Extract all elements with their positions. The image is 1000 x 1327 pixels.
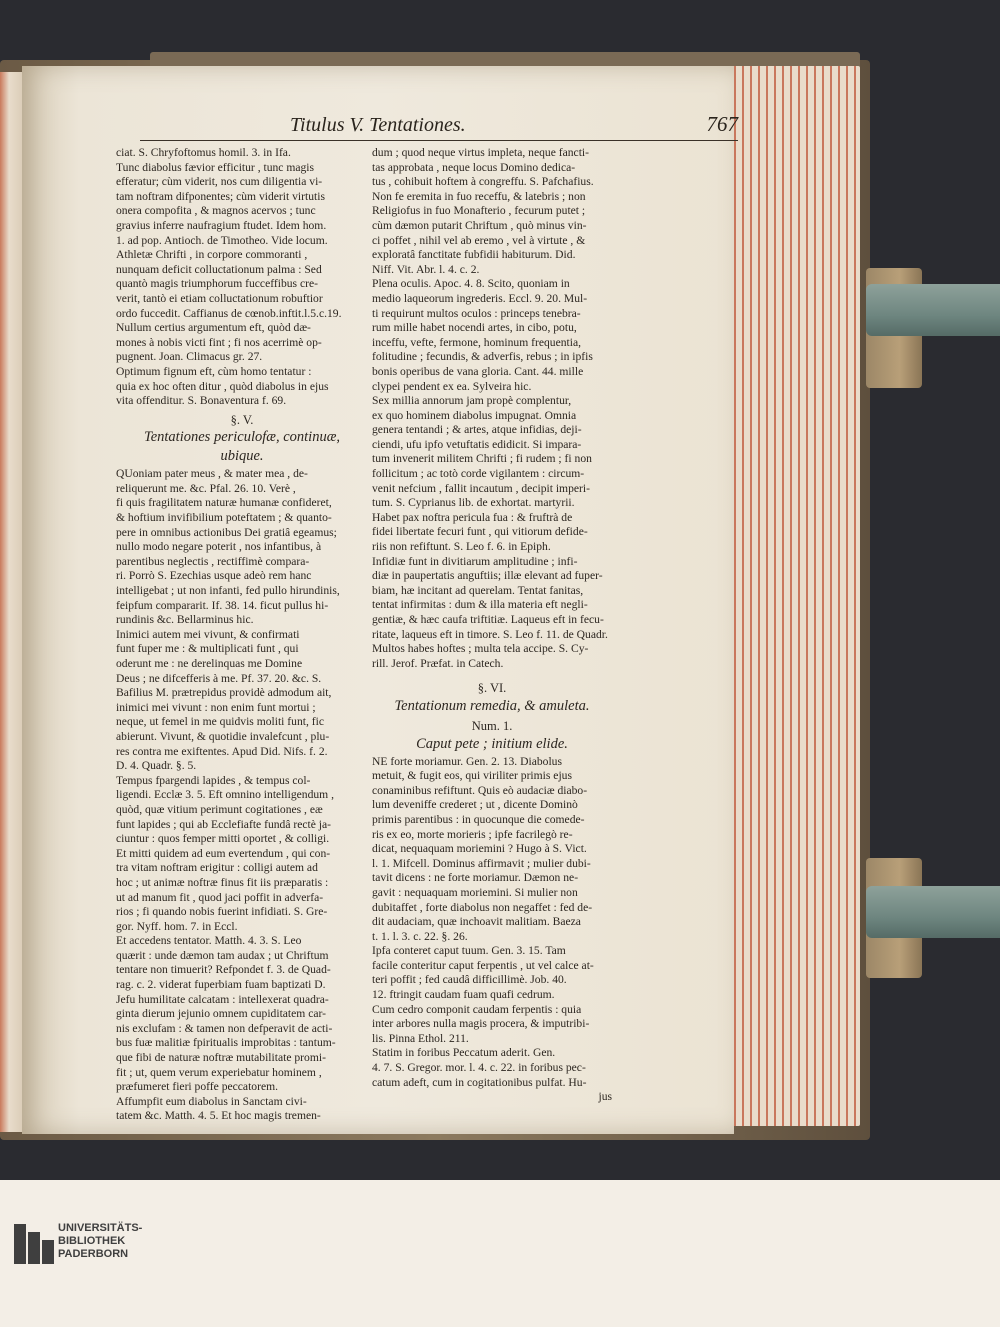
text-line: Niff. Vit. Abr. l. 4. c. 2. [372,262,480,276]
text-line: onera compofita , & magnos acervos ; tunc [116,204,316,218]
text-line: vita offenditur. S. Bonaventura f. 69. [116,394,287,408]
text-line: intelligebat ; ut non infanti, fed pullo hirundinis, [116,584,340,598]
text-line: verit, tantò ei etiam colluctationum robuftior [116,291,323,305]
text-line: dubitaffet , forte diabolus non negaffet : fed de- [372,900,593,914]
text-line: conaminibus refiftunt. Quis eò audaciæ diabo- [372,783,588,797]
text-line: tus , cohibuit hoftem à congreffu. S. Pafchafius. [372,175,594,189]
text-line: riis non refiftunt. S. Leo f. 6. in Epiph. [372,540,551,554]
text-line: ciendi, ufu ipfo vetuftatis edidicit. Si impara- [372,437,582,451]
text-line: quantò magis triumphorum fucceffibus cre- [116,277,318,291]
text-line: gravius inferre naufragium ftudet. Idem hom. [116,218,327,232]
text-line: Affumpfit eum diabolus in Sanctam civi- [116,1094,307,1108]
text-line: ri. Porrò S. Ezechias usque adeò rem hanc [116,569,312,583]
text-line: primis parentibus : in quocunque die comede- [372,812,585,826]
text-line: Et accedens tentator. Matth. 4. 3. S. Leo [116,934,302,948]
text-line: que fibi de naturæ noftræ mutabilitate promi- [116,1051,326,1065]
running-title: Titulus V. Tentationes. [290,114,466,136]
text-line: inimici mei vivunt : non enim funt mortui ; [116,700,316,714]
text-line: tra vitam noftram erigitur : colligi autem ad [116,861,318,875]
text-line: fi quis fragilitatem naturæ humanæ confideret, [116,496,332,510]
text-line: funt lapides ; qui ab Ecclefiafte fundâ rectè ja- [116,817,332,831]
text-line: tentat infirmitas : dum & illa materia eft negli- [372,598,588,612]
text-line: genera tentandi ; & artes, atque infidias, deji- [372,423,582,437]
text-line: tavit dicens : ne forte moriamur. Dæmon ne- [372,871,579,885]
section-heading: Tentationum remedia, & amuleta. [394,697,590,714]
text-line: gor. Nyff. hom. 7. in Eccl. [116,919,238,933]
text-line: tatem &c. Matth. 4. 5. Et hoc magis tremen- [116,1109,321,1123]
text-line: teri poffit ; fed caudâ difficillimè. Job. 40. [372,973,567,987]
text-line: ordo fuccedit. Caffianus de cœnob.inftit.l.5.c.19. [116,306,342,320]
text-line: Jefu humilitate calcatam : intellexerat quadra- [116,992,329,1006]
text-line: Cum cedro componit caudam ferpentis : quia [372,1002,582,1016]
text-line: quòd, quæ vitium perimunt cogitationes , eæ [116,802,323,816]
text-line: funt fuper me : & multiplicati funt , qui [116,642,299,656]
section-number: §. V. [230,412,254,427]
text-line: nullo modo negare poterit , nos infantibus, à [116,540,322,554]
text-line: l. 1. Mifcell. Dominus affirmavit ; mulier dubi- [372,856,591,870]
text-line: ex quo hominem diabolus impugnat. Omnia [372,408,577,422]
library-logo [14,1222,143,1270]
text-line: Multos habes hoftes ; multa tela accipe. S. Cy- [372,642,589,656]
text-line: fit ; ut, quem verum experiebatur hominem , [116,1065,322,1079]
text-line: tum. S. Cyprianus lib. de exhortat. martyrii. [372,496,575,510]
text-line: Religiofus in fuo Monafterio , fecurum putet ; [372,204,586,218]
page-header [140,112,738,141]
text-line: Tempus fpargendi lapides , & tempus col- [116,773,311,787]
text-line: tentare non timuerit? Refpondet f. 3. de Quad- [116,963,331,977]
text-line: dicat, nequaquam moriemini ? Hugo à S. Vict. [372,842,587,856]
page-number: 767 [706,112,738,136]
text-line: præfumeret fieri poffe peccatorem. [116,1080,279,1094]
text-line: bus fuæ malitiæ fpiritualis improbitas : tantum- [116,1036,336,1050]
section-heading: Tentationes periculofæ, continuæ, [143,429,341,446]
logo-line-3: PADERBORN [58,1248,129,1260]
text-line: ciat. S. Chryfoftomus homil. 3. in Ifa. [116,146,291,159]
text-line: gentiæ, & hæc caufa triftitiæ. Laqueus eft in fecu- [372,613,604,626]
upper-clasp-strap [866,284,1000,336]
text-line: fidei libertate fecuri funt , qui vitiorum defide- [372,525,588,539]
text-line: feipfum compararit. If. 38. 14. ficut pullus hi- [116,598,329,612]
text-line: neque, ut femel in me quidvis moliti funt, fic [116,715,325,729]
text-line: metuit, & fugit eos, qui viriliter primis ejus [372,769,572,783]
text-line: rag. c. 2. viderat fuperbiam fuam baptizati D. [116,978,326,992]
text-line: Bafilius M. prætrepidus providè admodum ait, [116,686,332,700]
text-line: gavit : nequaquam moriemini. Si mulier non [372,885,578,899]
text-line: facile conteritur caput ferpentis , ut vel calce at- [372,958,594,972]
text-line: 12. ftringit caudam fuam quafi cedrum. [372,988,555,1002]
text-line: Plena oculis. Apoc. 4. 8. Scito, quoniam in [372,277,570,291]
text-line: t. 1. l. 3. c. 22. §. 26. [372,929,468,943]
text-line: follicitum ; ac totò corde vigilantem : circum- [372,467,585,481]
text-line: ciuntur : quos femper mitti oportet , & colligi. [116,832,330,846]
text-line: hoc ; ut animæ noftræ finus fit iis præparatis : [116,875,329,889]
text-line: Nullum certius argumentum eft, quòd dæ- [116,321,311,335]
logo-line-2: BIBLIOTHEK [58,1235,126,1247]
text-line: Deus ; ne difcefferis à me. Pf. 37. 20. &c. S. [116,671,322,685]
text-line: ligendi. Ecclæ 3. 5. Eft omnino intelligendum , [116,788,334,802]
spacer [372,671,612,677]
text-line: inter arbores nulla magis procera, & imputribi- [372,1017,590,1031]
text-line: folitudine ; fecundis, & adverfis, rebus ; in ipfis [372,350,593,364]
text-line: tum invenerit militem Chrifti ; fi rudem ; fi non [372,452,592,466]
text-line: res contra me exiftentes. Apud Did. Nifs. f. 2. [116,744,328,758]
text-line: & hoftium invifibilium poteftatem ; & quanto- [116,511,332,525]
text-line: Infidiæ funt in divitiarum amplitudine ; infi- [372,554,578,568]
section-heading: ubique. [220,448,264,465]
text-line: rios ; fi quando nobis fuerint infidiati. S. Gre- [116,905,328,919]
text-line: reliquerunt me. &c. Pfal. 26. 10. Verè , [116,481,296,495]
text-line: pere in omnibus actionibus Dei gratiâ egeamus; [116,525,337,539]
section-number: Num. 1. [471,718,513,733]
text-line: quia ex hoc often ditur , quòd diabolus in ejus [116,379,329,393]
text-line: venit nefcium , fallit incautum , decipit imperi- [372,481,590,495]
text-line: Sex millia annorum jam propè complentur, [372,394,572,408]
page-block-fore-edge [720,66,860,1126]
right-text-column [372,146,612,1105]
text-line: quærit : unde dæmon tam audax ; ut Chriftum [116,948,329,962]
library-logo-text [58,1222,142,1261]
text-line: rill. Jerof. Præfat. in Catech. [372,656,504,670]
text-line: Optimum fignum eft, cùm homo tentatur : [116,364,312,378]
text-line: nis exclufam : & tamen non defperavit de acti- [116,1021,333,1035]
text-line: ut ad manum fit , quod jaci poffit in adverfa- [116,890,324,904]
lower-clasp-strap [866,886,1000,938]
text-line: Statim in foribus Peccatum aderit. Gen. [372,1046,556,1060]
text-line: lis. Pinna Ethol. 211. [372,1031,469,1045]
text-line: Inimici autem mei vivunt, & confirmati [116,627,300,641]
left-text-column [116,146,368,1124]
text-line: tas approbata , neque locus Domino dedica- [372,160,576,174]
text-line: medio laqueorum ingrederis. Eccl. 9. 20. Mul- [372,291,588,305]
text-line: Et mitti quidem ad eum evertendum , qui con- [116,846,331,860]
text-line: 1. ad pop. Antioch. de Timotheo. Vide locum. [116,233,328,247]
text-line: nunquam deficit colluctationum palma : Sed [116,262,322,276]
text-line: inceffu, vefte, fermone, hominum frequentia, [372,335,582,349]
text-line: oderunt me : ne derelinquas me Domine [116,657,303,670]
catchword: jus [598,1090,612,1104]
text-line: ti requirunt multos oculos : princeps tenebra- [372,306,581,320]
text-line: diæ in paupertatis anguftiis; illæ elevant ad fuper- [372,569,603,583]
text-line: ris ex eo, morte morieris ; ipfe facrilegò re- [372,827,573,841]
text-line: Athletæ Chrifti , in corpore commoranti , [116,248,308,262]
text-line: NE forte moriamur. Gen. 2. 13. Diabolus [372,754,562,768]
text-line: tam noftram difponentes; cùm viderit virtutis [116,189,325,203]
text-line: Habet pax noftra pericula fua : & fruftrà de [372,510,573,524]
text-line: Tunc diabolus fævior efficitur , tunc magis [116,160,315,174]
text-line: clypei pendent ex ea. Sylveira hic. [372,379,532,393]
text-line: rum mille habet nocendi artes, in cibo, potu, [372,321,577,335]
text-line: parentibus neglectis , rectiffimè compara- [116,554,310,568]
text-line: ci poffet , nihil vel ab eremo , vel à virtute , & [372,233,586,247]
logo-line-1: UNIVERSITÄTS- [58,1222,143,1234]
text-line: abierunt. Vivunt, & quotidie invalefcunt , plu- [116,729,330,743]
text-line: dit audaciam, quæ inchoavit malitiam. Baeza [372,915,581,929]
text-line: Non fe eremita in fuo receffu, & latebris ; non [372,189,586,203]
text-line: biam, hæ incitant ad querelam. Tentat fanitas, [372,583,584,597]
section-heading: Caput pete ; initium elide. [416,735,568,752]
text-line: dum ; quod neque virtus impleta, neque fancti- [372,146,590,159]
library-logo-mark [14,1224,54,1264]
text-line: rundinis &c. Bellarminus hic. [116,613,254,627]
text-line: ginta dierum jejunio omnem cupiditatem car- [116,1007,327,1021]
text-line: efferatur; cùm viderit, nos cum diligentia vi- [116,175,323,189]
text-line: 4. 7. S. Gregor. mor. l. 4. c. 22. in foribus pec- [372,1061,586,1075]
text-line: Ipfa conteret caput tuum. Gen. 3. 15. Tam [372,944,566,958]
text-line: mones à nobis victi fint ; fi nos acerrimè op- [116,335,322,349]
text-line: QUoniam pater meus , & mater mea , de- [116,467,308,481]
section-number: §. VI. [477,681,507,696]
text-line: lum deveniffe crederet ; ut , dicente Dominò [372,798,578,812]
text-line: catum adeft, cum in cogitationibus pulfat. Hu- [372,1075,587,1089]
text-line: cùm dæmon putarit Chriftum , quò minus vin- [372,218,587,232]
text-line: ritate, laqueus eft in timore. S. Leo f. 11. de Quadr. [372,627,608,641]
text-line: exploratâ fanctitate fubfidii habiturum. Did. [372,248,576,262]
text-line: bonis operibus de vana gloria. Cant. 44. mille [372,364,584,378]
text-line: pugnent. Joan. Climacus gr. 27. [116,350,263,364]
text-line: D. 4. Quadr. §. 5. [116,759,197,773]
